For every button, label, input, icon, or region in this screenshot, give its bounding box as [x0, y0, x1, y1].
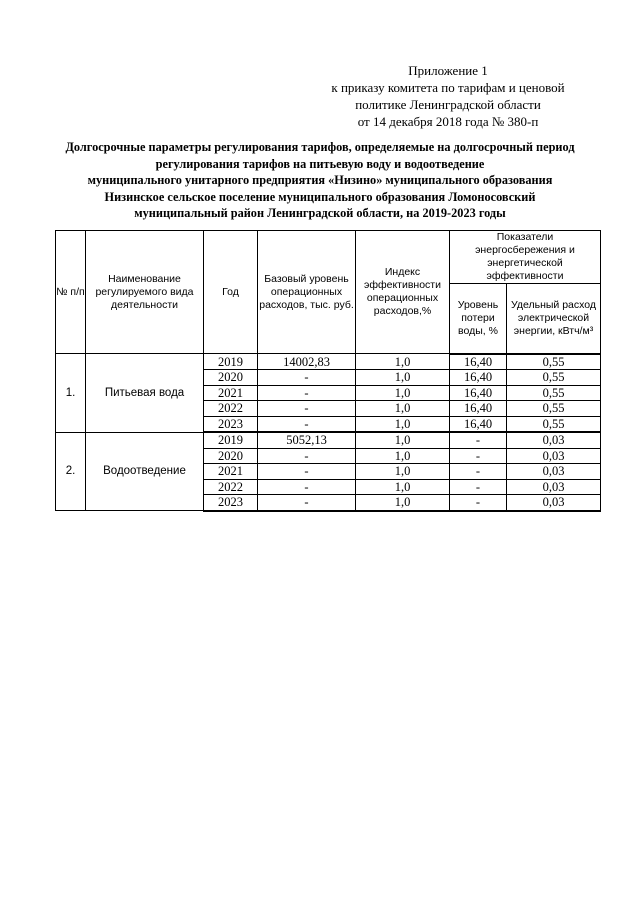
activity-name: Питьевая вода: [86, 354, 204, 433]
base-level-cell: -: [258, 479, 356, 495]
energy-consumption-cell: 0,55: [507, 416, 601, 432]
energy-consumption-cell: 0,55: [507, 385, 601, 401]
appendix-line: от 14 декабря 2018 года № 380-п: [357, 114, 539, 129]
table-row: [56, 432, 601, 448]
year-cell: 2019: [204, 432, 258, 448]
title-line: регулирования тарифов на питьевую воду и водоотведение: [155, 156, 485, 171]
header-efficiency-index: Индекс эффективности операционных расходов,%: [356, 231, 450, 354]
document-title: [30, 139, 610, 222]
water-loss-cell: -: [450, 479, 507, 495]
header-activity: Наименование регулируемого вида деятельности: [86, 231, 204, 354]
regulation-parameters-table: [55, 230, 601, 512]
row-number: 1.: [56, 354, 86, 433]
base-level-cell: -: [258, 385, 356, 401]
base-level-cell: -: [258, 401, 356, 417]
title-line: муниципальный район Ленинградской области, на 2019-2023 годы: [134, 206, 506, 220]
base-level-cell: 5052,13: [258, 432, 356, 448]
efficiency-index-cell: 1,0: [356, 448, 450, 464]
efficiency-index-cell: 1,0: [356, 401, 450, 417]
efficiency-index-cell: 1,0: [356, 354, 450, 370]
title-line: Долгосрочные параметры регулирования тарифов, определяемые на долгосрочный период: [65, 140, 575, 154]
row-number: 2.: [56, 432, 86, 511]
water-loss-cell: -: [450, 432, 507, 448]
water-loss-cell: 16,40: [450, 370, 507, 386]
energy-consumption-cell: 0,55: [507, 354, 601, 370]
water-loss-cell: -: [450, 464, 507, 480]
header-energy-consumption: Удельный расход электрической энергии, кВтч/м³: [507, 284, 601, 354]
water-loss-cell: 16,40: [450, 401, 507, 417]
header-base-level: Базовый уровень операционных расходов, тыс. руб.: [258, 231, 356, 354]
water-loss-cell: 16,40: [450, 385, 507, 401]
year-cell: 2023: [204, 495, 258, 511]
water-loss-cell: -: [450, 495, 507, 511]
header-year: Год: [204, 231, 258, 354]
appendix-line: политике Ленинградской области: [355, 97, 541, 112]
efficiency-index-cell: 1,0: [356, 464, 450, 480]
year-cell: 2020: [204, 370, 258, 386]
table-body: [56, 354, 601, 511]
base-level-cell: -: [258, 495, 356, 511]
base-level-cell: -: [258, 448, 356, 464]
base-level-cell: 14002,83: [258, 354, 356, 370]
year-cell: 2021: [204, 464, 258, 480]
energy-consumption-cell: 0,03: [507, 495, 601, 511]
header-water-loss: Уровень потери воды, %: [450, 284, 507, 354]
energy-consumption-cell: 0,55: [507, 401, 601, 417]
efficiency-index-cell: 1,0: [356, 495, 450, 511]
efficiency-index-cell: 1,0: [356, 385, 450, 401]
water-loss-cell: -: [450, 448, 507, 464]
energy-consumption-cell: 0,03: [507, 479, 601, 495]
base-level-cell: -: [258, 416, 356, 432]
title-line: муниципального унитарного предприятия «Низино» муниципального образования: [87, 173, 553, 187]
year-cell: 2021: [204, 385, 258, 401]
activity-name: Водоотведение: [86, 432, 204, 511]
header-num: № п/п: [56, 231, 86, 354]
year-cell: 2023: [204, 416, 258, 432]
energy-consumption-cell: 0,03: [507, 448, 601, 464]
efficiency-index-cell: 1,0: [356, 432, 450, 448]
base-level-cell: -: [258, 464, 356, 480]
year-cell: 2022: [204, 401, 258, 417]
appendix-line: Приложение 1: [408, 63, 488, 78]
base-level-cell: -: [258, 370, 356, 386]
energy-consumption-cell: 0,55: [507, 370, 601, 386]
energy-consumption-cell: 0,03: [507, 432, 601, 448]
year-cell: 2022: [204, 479, 258, 495]
year-cell: 2020: [204, 448, 258, 464]
efficiency-index-cell: 1,0: [356, 479, 450, 495]
table-row: [56, 354, 601, 370]
water-loss-cell: 16,40: [450, 354, 507, 370]
header-energy-group: Показатели энергосбережения и энергетической эффективности: [450, 231, 601, 284]
water-loss-cell: 16,40: [450, 416, 507, 432]
efficiency-index-cell: 1,0: [356, 370, 450, 386]
appendix-header: [288, 62, 608, 130]
year-cell: 2019: [204, 354, 258, 370]
title-line: Низинское сельское поселение муниципального образования Ломоносовский: [104, 189, 536, 204]
energy-consumption-cell: 0,03: [507, 464, 601, 480]
efficiency-index-cell: 1,0: [356, 416, 450, 432]
appendix-line: к приказу комитета по тарифам и ценовой: [331, 80, 565, 95]
